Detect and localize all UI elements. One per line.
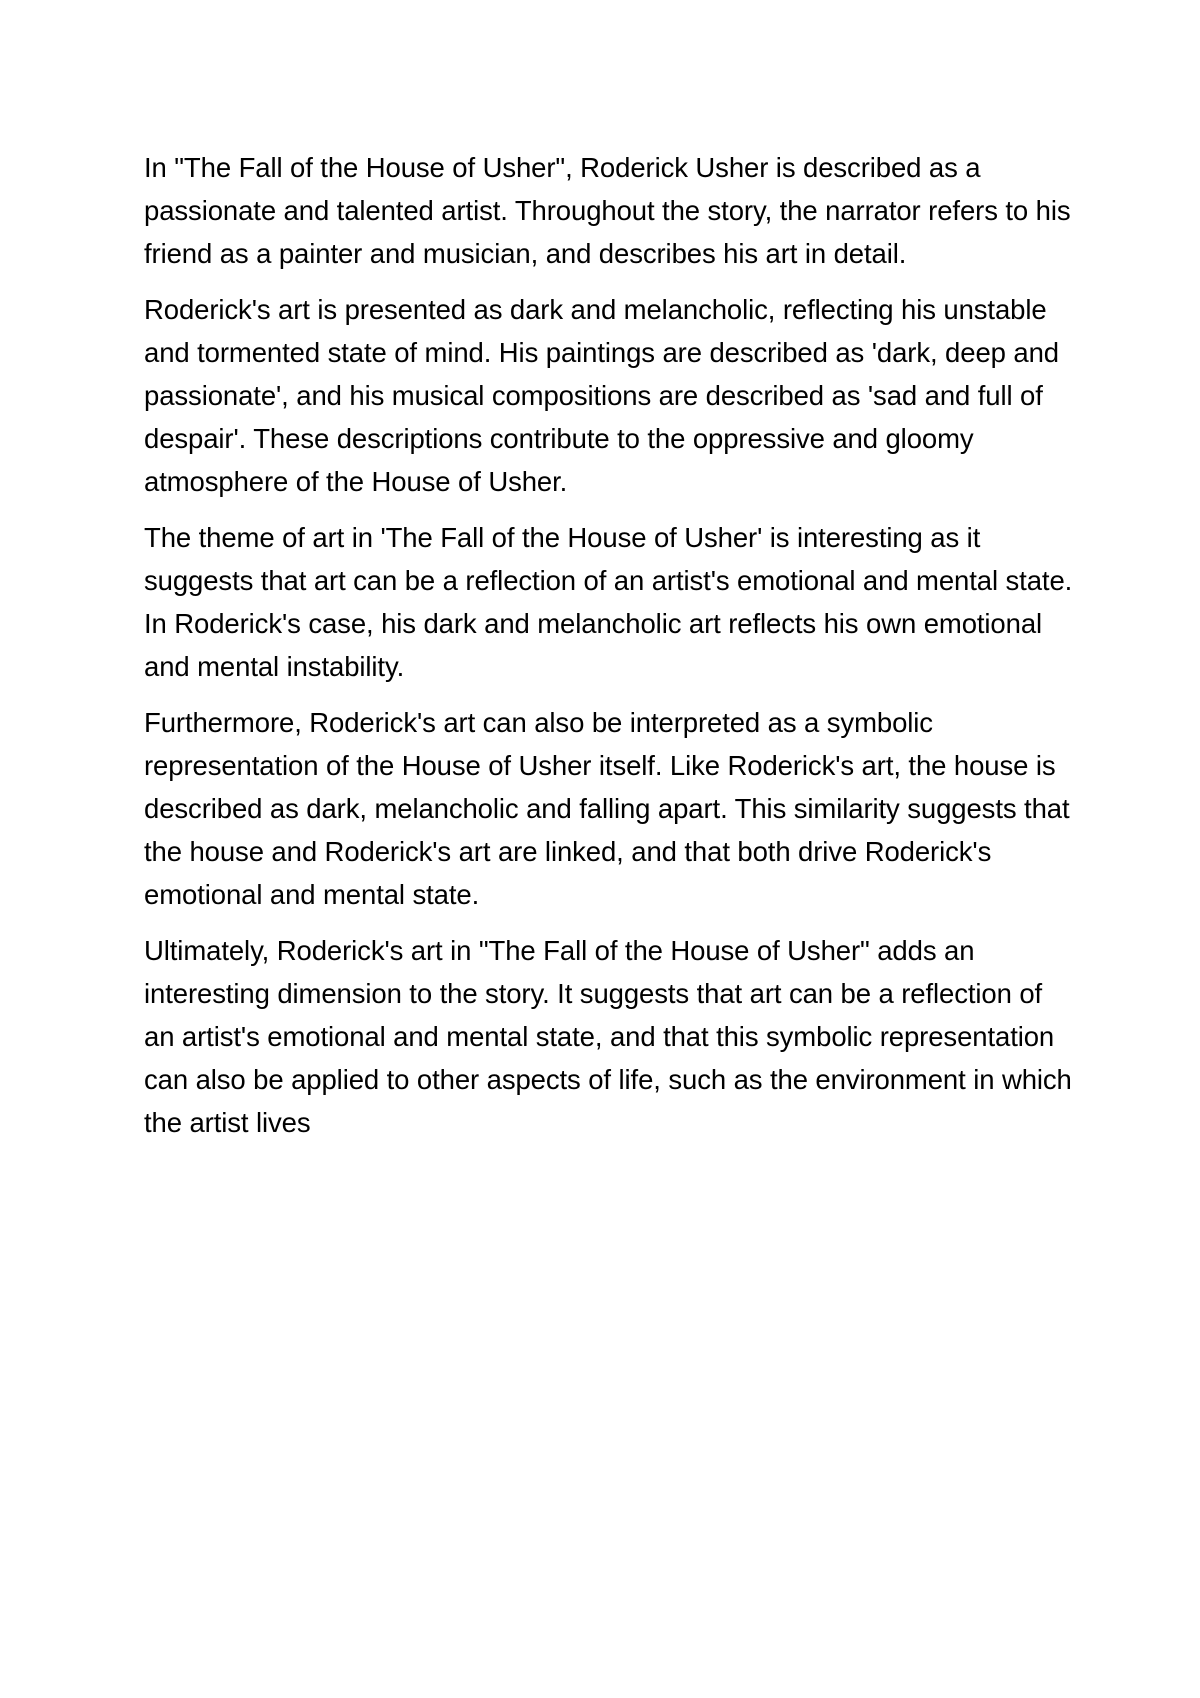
paragraph-4: Furthermore, Roderick's art can also be interpreted as a symbolic representation of the House of Usher itself. Like Roderick's art, the house is described as dark, melancholic and falling apart. This similarity suggests that the house and Roderick's art are linked, and that both drive Roderick's emotional and mental state. xyxy=(144,707,1070,910)
paragraph-1: In "The Fall of the House of Usher", Roderick Usher is described as a passionate and talented artist. Throughout the story, the narrator refers to his friend as a painter and musician, and describes his art in detail. xyxy=(144,152,1071,269)
paragraph-5: Ultimately, Roderick's art in "The Fall of the House of Usher" adds an interesting dimension to the story. It suggests that art can be a reflection of an artist's emotional and mental state, and that this symbolic representation can also be applied to other aspects of life, such as the environment in which the artist lives xyxy=(144,935,1072,1138)
document-body xyxy=(144,146,1074,1157)
paragraph-3: The theme of art in 'The Fall of the House of Usher' is interesting as it suggests that art can be a reflection of an artist's emotional and mental state. In Roderick's case, his dark and melancholic art reflects his own emotional and mental instability. xyxy=(144,522,1073,682)
paragraph-2: Roderick's art is presented as dark and melancholic, reflecting his unstable and tormented state of mind. His paintings are described as 'dark, deep and passionate', and his musical compositions are described as 'sad and full of despair'. These descriptions contribute to the oppressive and gloomy atmosphere of the House of Usher. xyxy=(144,294,1059,497)
